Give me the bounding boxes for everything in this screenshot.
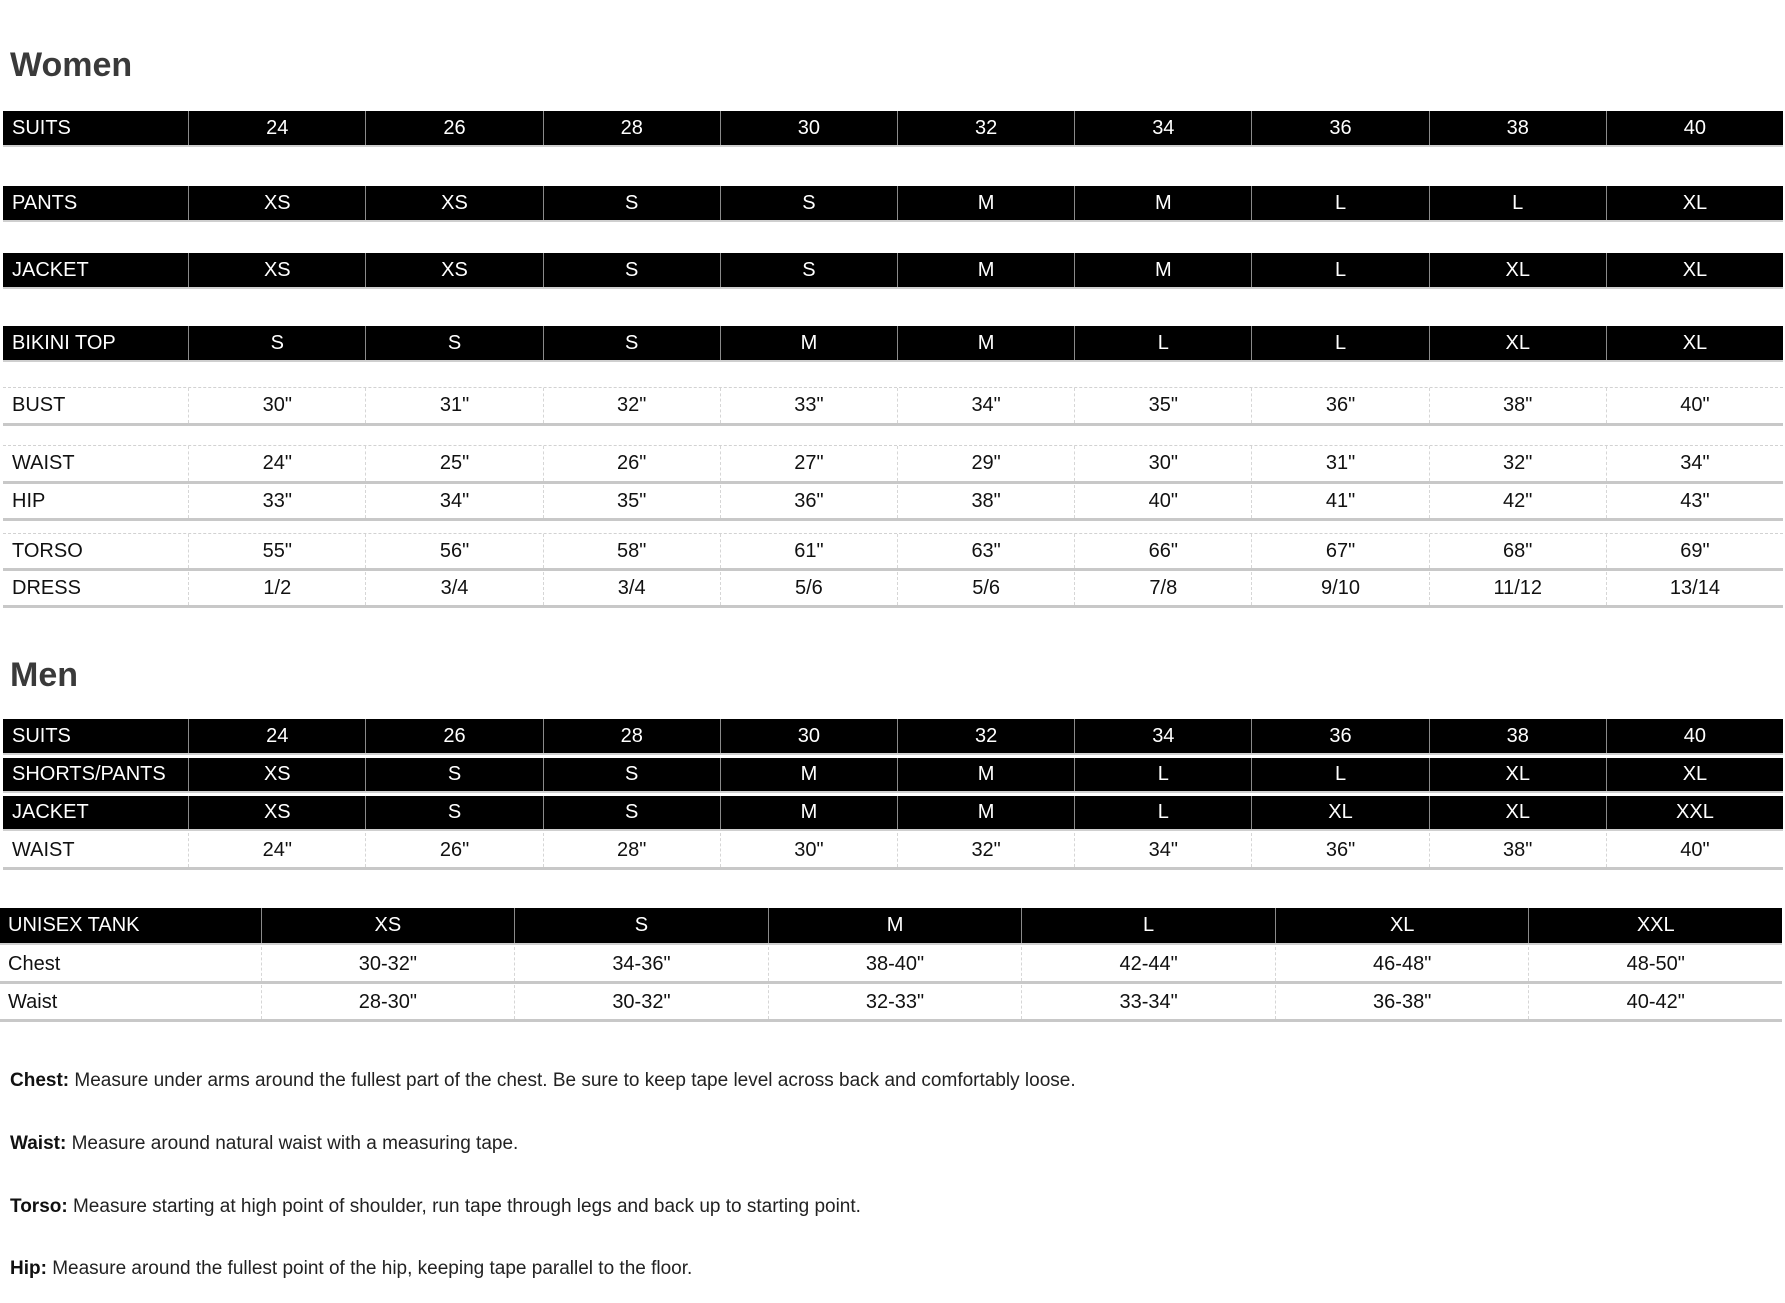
measure-cell: 56" xyxy=(365,534,542,568)
row-label: SUITS xyxy=(12,116,71,139)
measure-cell: 13/14 xyxy=(1606,572,1783,605)
measure-cell: 40-42" xyxy=(1528,985,1782,1019)
measure-cell: 7/8 xyxy=(1074,572,1251,605)
measure-cell: 30" xyxy=(1074,446,1251,481)
size-cell: 30 xyxy=(720,719,897,753)
measure-note-hip xyxy=(10,1258,692,1280)
size-cell: XS xyxy=(188,758,365,791)
size-cell: XS xyxy=(365,186,542,220)
size-cell: XL xyxy=(1275,908,1529,943)
measure-cell: 32-33" xyxy=(768,985,1022,1019)
measure-cell: 30-32" xyxy=(261,947,515,981)
men-heading: Men xyxy=(10,656,78,694)
size-cell: S xyxy=(543,253,720,287)
measure-cell: 32" xyxy=(1429,446,1606,481)
measure-cell: 30" xyxy=(720,833,897,867)
unisex-row-waist xyxy=(0,985,1782,1022)
size-cell: XL xyxy=(1606,326,1783,360)
measure-cell: 11/12 xyxy=(1429,572,1606,605)
size-cell: S xyxy=(543,326,720,360)
size-cell: 36 xyxy=(1251,719,1428,753)
size-cell: M xyxy=(897,758,1074,791)
measure-cell: 5/6 xyxy=(720,572,897,605)
size-cell: 40 xyxy=(1606,719,1783,753)
measure-cell: 63" xyxy=(897,534,1074,568)
size-cell: S xyxy=(720,253,897,287)
women-row-jacket xyxy=(3,253,1783,289)
size-cell: XL xyxy=(1429,253,1606,287)
size-cell: 28 xyxy=(543,111,720,145)
size-cell: L xyxy=(1074,758,1251,791)
measure-cell: 34-36" xyxy=(514,947,768,981)
row-label: JACKET xyxy=(12,258,89,281)
size-cell: M xyxy=(897,253,1074,287)
row-label: SUITS xyxy=(12,724,71,747)
measure-cell: 26" xyxy=(543,446,720,481)
row-label: JACKET xyxy=(12,801,89,823)
measure-cell: 24" xyxy=(188,833,365,867)
women-row-torso xyxy=(3,533,1783,571)
measure-cell: 33" xyxy=(720,388,897,423)
measure-cell: 34" xyxy=(1606,446,1783,481)
men-row-jacket xyxy=(3,796,1783,831)
measure-cell: 40" xyxy=(1606,833,1783,867)
measure-cell: 69" xyxy=(1606,534,1783,568)
measure-cell: 58" xyxy=(543,534,720,568)
row-label: WAIST xyxy=(12,838,75,861)
row-label: Chest xyxy=(8,952,61,975)
note-text: Measure around the fullest point of the hip, keeping tape parallel to the floor. xyxy=(46,1258,693,1279)
measure-cell: 40" xyxy=(1074,485,1251,518)
measure-cell: 24" xyxy=(188,446,365,481)
size-cell: M xyxy=(768,908,1022,943)
women-row-hip xyxy=(3,485,1783,521)
measure-cell: 36-38" xyxy=(1275,985,1529,1019)
measure-cell: 3/4 xyxy=(365,572,542,605)
size-cell: XS xyxy=(365,253,542,287)
note-term: Chest: xyxy=(10,1070,70,1091)
women-row-bikini-top xyxy=(3,326,1783,362)
measure-cell: 31" xyxy=(1251,446,1428,481)
size-cell: 24 xyxy=(188,719,365,753)
size-cell: XL xyxy=(1606,186,1783,220)
size-cell: XL xyxy=(1429,326,1606,360)
row-label: BUST xyxy=(12,394,66,416)
measure-cell: 33" xyxy=(188,485,365,518)
size-cell: M xyxy=(720,758,897,791)
size-cell: 36 xyxy=(1251,111,1428,145)
row-label: DRESS xyxy=(12,577,81,599)
measure-cell: 34" xyxy=(1074,833,1251,867)
measure-cell: 27" xyxy=(720,446,897,481)
size-cell: M xyxy=(720,326,897,360)
measure-cell: 55" xyxy=(188,534,365,568)
measure-cell: 32" xyxy=(543,388,720,423)
size-cell: 30 xyxy=(720,111,897,145)
size-cell: XXL xyxy=(1528,908,1782,943)
size-cell: S xyxy=(514,908,768,943)
row-label: SHORTS/PANTS xyxy=(12,763,166,785)
size-cell: XL xyxy=(1606,758,1783,791)
size-cell: L xyxy=(1251,253,1428,287)
size-cell: XS xyxy=(188,796,365,829)
size-cell: 24 xyxy=(188,111,365,145)
size-cell: S xyxy=(720,186,897,220)
measure-cell: 30" xyxy=(188,388,365,423)
size-cell: XL xyxy=(1606,253,1783,287)
size-cell: XL xyxy=(1429,796,1606,829)
row-label: UNISEX TANK xyxy=(8,914,140,936)
size-cell: XXL xyxy=(1606,796,1783,829)
size-cell: M xyxy=(897,186,1074,220)
measure-cell: 38" xyxy=(897,485,1074,518)
measure-cell: 36" xyxy=(720,485,897,518)
row-label: HIP xyxy=(12,490,46,512)
size-cell: XS xyxy=(261,908,515,943)
men-row-shorts-pants xyxy=(3,758,1783,793)
row-label: PANTS xyxy=(12,191,78,214)
note-term: Waist: xyxy=(10,1133,67,1154)
size-cell: 34 xyxy=(1074,111,1251,145)
measure-cell: 68" xyxy=(1429,534,1606,568)
measure-cell: 67" xyxy=(1251,534,1428,568)
size-cell: M xyxy=(1074,253,1251,287)
size-cell: L xyxy=(1074,326,1251,360)
women-row-waist xyxy=(3,445,1783,484)
size-cell: M xyxy=(897,326,1074,360)
men-row-waist xyxy=(3,833,1783,870)
women-row-pants xyxy=(3,186,1783,222)
size-cell: 26 xyxy=(365,719,542,753)
note-text: Measure around natural waist with a measuring tape. xyxy=(66,1133,519,1154)
measure-note-chest xyxy=(10,1070,1076,1092)
measure-cell: 33-34" xyxy=(1021,985,1275,1019)
note-text: Measure starting at high point of shoulder, run tape through legs and back up to starting point. xyxy=(67,1196,861,1217)
row-label: BIKINI TOP xyxy=(12,331,116,354)
size-cell: XL xyxy=(1429,758,1606,791)
size-cell: S xyxy=(365,326,542,360)
size-cell: M xyxy=(720,796,897,829)
size-cell: 26 xyxy=(365,111,542,145)
size-cell: S xyxy=(543,186,720,220)
size-cell: S xyxy=(543,796,720,829)
measure-cell: 35" xyxy=(1074,388,1251,423)
measure-note-torso xyxy=(10,1196,861,1218)
size-cell: XL xyxy=(1251,796,1428,829)
measure-cell: 1/2 xyxy=(188,572,365,605)
women-row-suits xyxy=(3,111,1783,147)
measure-cell: 26" xyxy=(365,833,542,867)
size-cell: 32 xyxy=(897,719,1074,753)
row-label: Waist xyxy=(8,990,58,1013)
size-cell: M xyxy=(897,796,1074,829)
measure-cell: 42" xyxy=(1429,485,1606,518)
measure-cell: 5/6 xyxy=(897,572,1074,605)
size-cell: L xyxy=(1021,908,1275,943)
measure-cell: 41" xyxy=(1251,485,1428,518)
size-cell: S xyxy=(365,796,542,829)
note-term: Hip: xyxy=(10,1258,47,1279)
row-label: TORSO xyxy=(12,539,83,562)
measure-cell: 35" xyxy=(543,485,720,518)
size-cell: S xyxy=(543,758,720,791)
measure-cell: 46-48" xyxy=(1275,947,1529,981)
measure-cell: 32" xyxy=(897,833,1074,867)
size-cell: S xyxy=(188,326,365,360)
size-cell: L xyxy=(1429,186,1606,220)
women-heading: Women xyxy=(10,46,133,84)
size-cell: XS xyxy=(188,253,365,287)
measure-cell: 31" xyxy=(365,388,542,423)
measure-cell: 42-44" xyxy=(1021,947,1275,981)
size-cell: 28 xyxy=(543,719,720,753)
size-cell: 32 xyxy=(897,111,1074,145)
men-row-suits xyxy=(3,719,1783,755)
measure-cell: 3/4 xyxy=(543,572,720,605)
row-label: WAIST xyxy=(12,452,75,474)
measure-cell: 29" xyxy=(897,446,1074,481)
unisex-tank-header-row xyxy=(0,908,1782,945)
measure-cell: 28" xyxy=(543,833,720,867)
size-cell: 38 xyxy=(1429,719,1606,753)
measure-cell: 43" xyxy=(1606,485,1783,518)
size-cell: L xyxy=(1251,758,1428,791)
size-cell: L xyxy=(1074,796,1251,829)
note-text: Measure under arms around the fullest part of the chest. Be sure to keep tape level across back and comfortably loose. xyxy=(69,1070,1076,1091)
women-row-bust xyxy=(3,387,1783,426)
measure-cell: 30-32" xyxy=(514,985,768,1019)
size-cell: 40 xyxy=(1606,111,1783,145)
size-cell: 38 xyxy=(1429,111,1606,145)
size-cell: 34 xyxy=(1074,719,1251,753)
measure-cell: 34" xyxy=(897,388,1074,423)
size-cell: S xyxy=(365,758,542,791)
measure-cell: 36" xyxy=(1251,833,1428,867)
measure-cell: 25" xyxy=(365,446,542,481)
measure-cell: 38" xyxy=(1429,388,1606,423)
size-cell: L xyxy=(1251,326,1428,360)
measure-cell: 48-50" xyxy=(1528,947,1782,981)
size-cell: M xyxy=(1074,186,1251,220)
measure-cell: 28-30" xyxy=(261,985,515,1019)
measure-cell: 66" xyxy=(1074,534,1251,568)
measure-cell: 38-40" xyxy=(768,947,1022,981)
women-row-dress xyxy=(3,572,1783,608)
note-term: Torso: xyxy=(10,1196,68,1217)
measure-cell: 36" xyxy=(1251,388,1428,423)
measure-cell: 34" xyxy=(365,485,542,518)
measure-cell: 61" xyxy=(720,534,897,568)
measure-note-waist xyxy=(10,1133,518,1155)
measure-cell: 40" xyxy=(1606,388,1783,423)
size-cell: L xyxy=(1251,186,1428,220)
measure-cell: 9/10 xyxy=(1251,572,1428,605)
measure-cell: 38" xyxy=(1429,833,1606,867)
size-cell: XS xyxy=(188,186,365,220)
unisex-row-chest xyxy=(0,947,1782,984)
